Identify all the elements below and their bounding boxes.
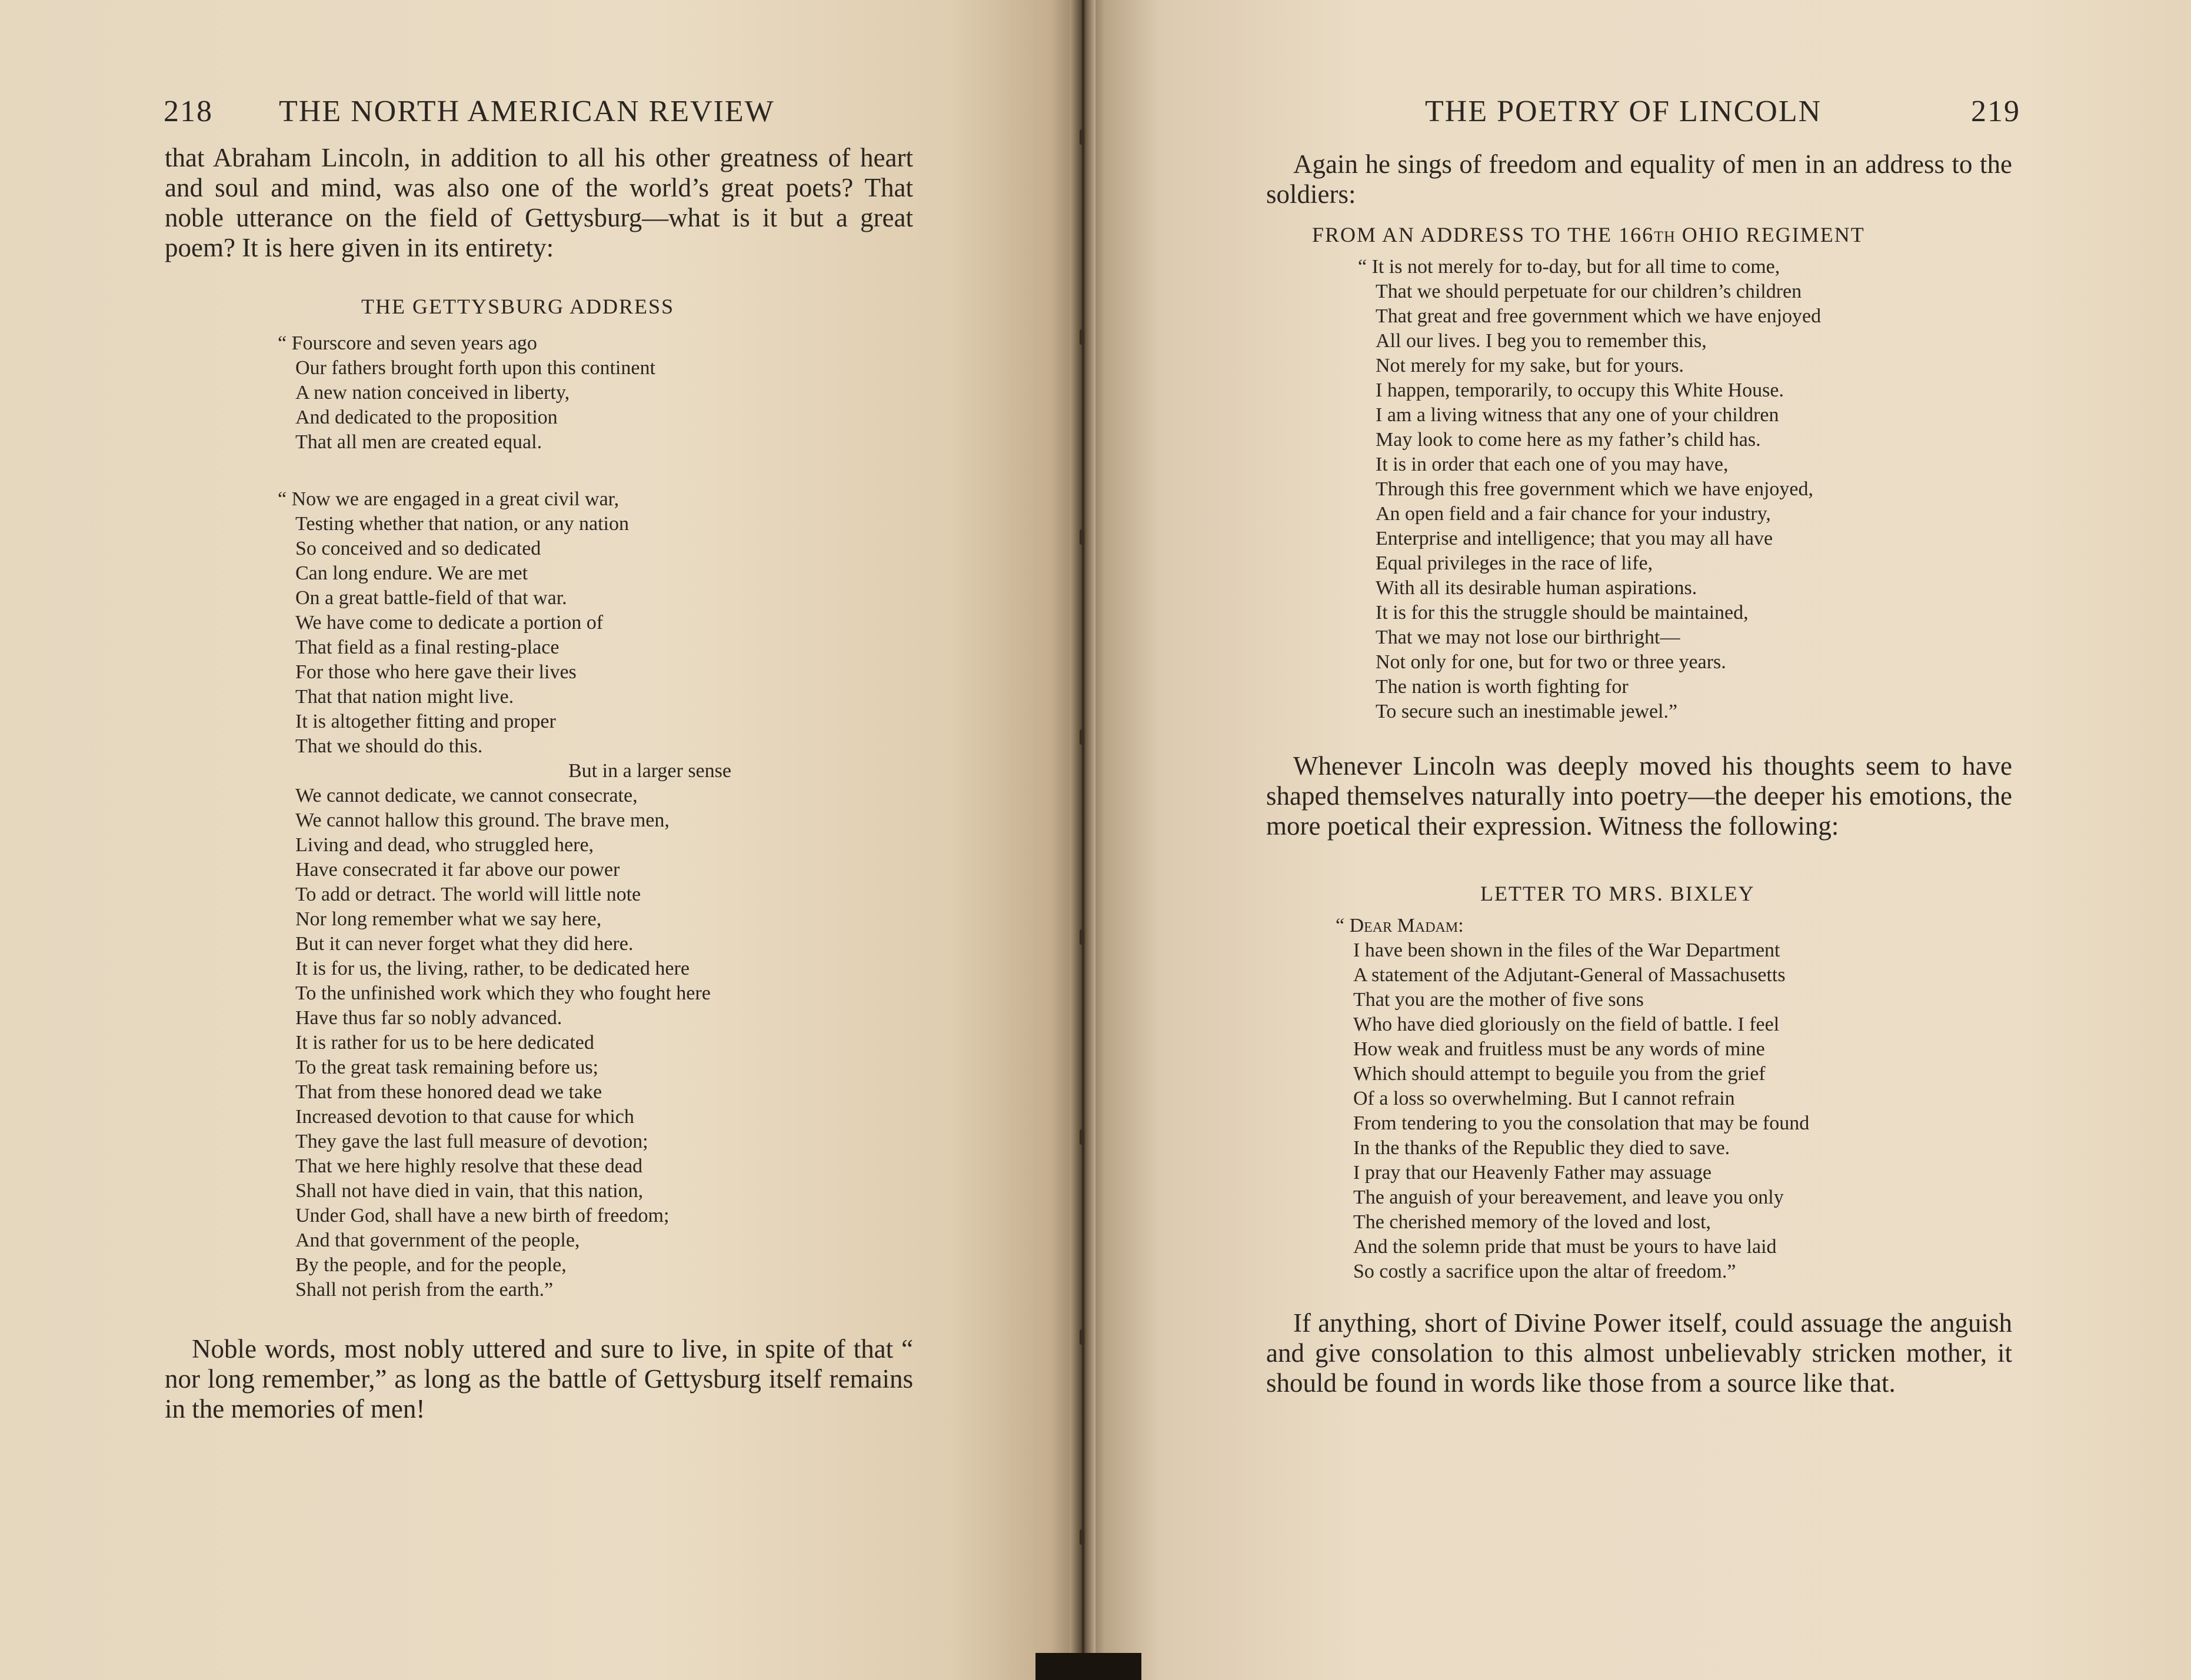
verse-line: Enterprise and intelligence; that you may all have <box>1376 528 1773 549</box>
verse-line: Not merely for my sake, but for yours. <box>1376 355 1684 376</box>
binding-stitch <box>1080 329 1084 345</box>
verse-line: “ It is not merely for to-day, but for all time to come, <box>1358 256 1780 278</box>
binding-stitch <box>1080 1529 1084 1545</box>
verse-line: From tendering to you the consolation that may be found <box>1353 1112 1810 1134</box>
right-middle-text: Whenever Lincoln was deeply moved his thoughts seem to have shaped themselves naturally into poetry—the deeper his emotions, the more poetical their expression. Witness the following: <box>1266 751 2012 841</box>
verse-line: They gave the last full measure of devotion; <box>295 1131 648 1152</box>
verse-line: The anguish of your bereavement, and leave you only <box>1353 1186 1784 1208</box>
verse-line: That that nation might live. <box>295 686 514 708</box>
verse-line: Who have died gloriously on the field of battle. I feel <box>1353 1014 1780 1035</box>
verse-line: But it can never forget what they did here. <box>295 933 634 955</box>
ohio-address-verse <box>1358 255 1821 724</box>
left-intro-paragraph <box>165 143 913 263</box>
verse-line: It is for this the struggle should be maintained, <box>1376 602 1749 624</box>
letter-salutation: “ Dear Madam: <box>1336 915 1464 936</box>
binding-stitch <box>1080 529 1084 545</box>
verse-line: But in a larger sense <box>568 760 731 782</box>
verse-line: I am a living witness that any one of your children <box>1376 404 1779 426</box>
verse-line: For those who here gave their lives <box>295 661 577 683</box>
binding-stitch <box>1080 129 1084 145</box>
verse-line: To add or detract. The world will little note <box>295 884 641 905</box>
verse-line: A new nation conceived in liberty, <box>295 382 570 404</box>
verse-line: We cannot hallow this ground. The brave men, <box>295 809 670 831</box>
verse-line: I have been shown in the files of the War Department <box>1353 939 1780 961</box>
verse-line: Equal privileges in the race of life, <box>1376 552 1653 574</box>
left-running-head: THE NORTH AMERICAN REVIEW <box>279 95 775 128</box>
gettysburg-stanza-1 <box>278 331 655 455</box>
book-gutter <box>1070 0 1096 1680</box>
verse-line: Under God, shall have a new birth of freedom; <box>295 1205 670 1226</box>
verse-line: How weak and fruitless must be any words of mine <box>1353 1038 1765 1060</box>
verse-line: To secure such an inestimable jewel.” <box>1376 701 1678 722</box>
verse-line: An open field and a fair chance for your industry, <box>1376 503 1771 525</box>
verse-line: I happen, temporarily, to occupy this White House. <box>1376 379 1784 401</box>
left-page <box>0 0 1083 1680</box>
verse-line: Have consecrated it far above our power <box>295 859 620 881</box>
verse-line: Through this free government which we have enjoyed, <box>1376 478 1813 500</box>
verse-line: Shall not have died in vain, that this nation, <box>295 1180 644 1202</box>
gettysburg-stanza-2 <box>278 487 731 1302</box>
verse-line: We cannot dedicate, we cannot consecrate, <box>295 785 638 806</box>
verse-line: Our fathers brought forth upon this continent <box>295 357 655 379</box>
verse-line: Not only for one, but for two or three years. <box>1376 651 1726 673</box>
binding-stitch <box>1080 929 1084 945</box>
left-closing-paragraph <box>165 1334 913 1424</box>
verse-line: So conceived and so dedicated <box>295 538 541 559</box>
verse-line: So costly a sacrifice upon the altar of freedom.” <box>1353 1261 1736 1282</box>
verse-line: Of a loss so overwhelming. But I cannot refrain <box>1353 1088 1735 1109</box>
verse-line: That from these honored dead we take <box>295 1081 602 1103</box>
binding-stitch <box>1080 729 1084 745</box>
verse-line: The nation is worth fighting for <box>1376 676 1629 698</box>
verse-line: Can long endure. We are met <box>295 562 528 584</box>
right-page <box>1083 0 2191 1680</box>
verse-line: That all men are created equal. <box>295 431 542 453</box>
binding-stitch <box>1080 1329 1084 1345</box>
verse-line: We have come to dedicate a portion of <box>295 612 604 634</box>
verse-line: To the great task remaining before us; <box>295 1056 598 1078</box>
left-closing-text: Noble words, most nobly uttered and sure to live, in spite of that “ nor long remember,” as long as the battle of Gettysburg itself remains in the memories of men! <box>165 1334 913 1424</box>
left-page-number: 218 <box>164 95 213 128</box>
verse-line: And the solemn pride that must be yours to have laid <box>1353 1236 1777 1258</box>
verse-line: That field as a final resting-place <box>295 636 560 658</box>
right-intro-text: Again he sings of freedom and equality of men in an address to the soldiers: <box>1266 149 2012 209</box>
verse-line: And dedicated to the proposition <box>295 406 558 428</box>
verse-line: On a great battle-field of that war. <box>295 587 567 609</box>
verse-line: That we should perpetuate for our children’s children <box>1376 281 1802 302</box>
right-closing-paragraph <box>1266 1308 2012 1398</box>
verse-line: Increased devotion to that cause for which <box>295 1106 634 1128</box>
verse-line: Living and dead, who struggled here, <box>295 834 594 856</box>
left-intro-text: that Abraham Lincoln, in addition to all his other greatness of heart and soul and mind, was also one of the world’s great poets? That noble utterance on the field of Gettysburg—what is it but a great poem? It is here given in its entirety: <box>165 143 913 262</box>
bixley-letter-title: LETTER TO MRS. BIXLEY <box>1480 882 1755 905</box>
verse-line: “ Fourscore and seven years ago <box>278 332 537 354</box>
verse-line: Have thus far so nobly advanced. <box>295 1007 562 1029</box>
verse-line: Nor long remember what we say here, <box>295 908 602 930</box>
verse-line: By the people, and for the people, <box>295 1254 567 1276</box>
verse-line: It is altogether fitting and proper <box>295 711 556 732</box>
verse-line: I pray that our Heavenly Father may assuage <box>1353 1162 1711 1184</box>
right-closing-text: If anything, short of Divine Power itself, could assuage the anguish and give consolation to this almost unbelievably stricken mother, it should be found in words like those from a source like that. <box>1266 1308 2012 1398</box>
verse-line: It is in order that each one of you may have, <box>1376 454 1729 475</box>
verse-line: Testing whether that nation, or any nation <box>295 513 629 535</box>
book-bottom-edge <box>1035 1653 1141 1680</box>
verse-line: That we may not lose our birthright— <box>1376 626 1680 648</box>
verse-line: To the unfinished work which they who fought here <box>295 982 711 1004</box>
gettysburg-title: THE GETTYSBURG ADDRESS <box>361 295 675 318</box>
verse-line: The cherished memory of the loved and lost, <box>1353 1211 1711 1233</box>
verse-line: And that government of the people, <box>295 1229 580 1251</box>
right-intro-paragraph <box>1266 149 2012 209</box>
ohio-title-part-b: OHIO REGIMENT <box>1675 223 1865 246</box>
verse-line: May look to come here as my father’s child has. <box>1376 429 1761 451</box>
verse-line: Shall not perish from the earth.” <box>295 1279 554 1301</box>
verse-line: It is rather for us to be here dedicated <box>295 1032 594 1054</box>
verse-line: A statement of the Adjutant-General of Massachusetts <box>1353 964 1786 986</box>
verse-line: That you are the mother of five sons <box>1353 989 1644 1011</box>
right-page-number: 219 <box>1971 95 2020 128</box>
ohio-title-part-a: FROM AN ADDRESS TO THE 166 <box>1312 223 1654 246</box>
right-running-head: THE POETRY OF LINCOLN <box>1425 95 1822 128</box>
verse-line: That we here highly resolve that these dead <box>295 1155 643 1177</box>
verse-line: In the thanks of the Republic they died to save. <box>1353 1137 1730 1159</box>
ohio-title-superscript: TH <box>1654 228 1676 245</box>
bixley-letter-verse <box>1336 914 1809 1284</box>
verse-line: All our lives. I beg you to remember this, <box>1376 330 1707 352</box>
verse-line: That great and free government which we have enjoyed <box>1376 305 1822 327</box>
verse-line: Which should attempt to beguile you from the grief <box>1353 1063 1766 1085</box>
verse-line: It is for us, the living, rather, to be dedicated here <box>295 958 690 979</box>
right-middle-paragraph <box>1266 751 2012 841</box>
verse-line: “ Now we are engaged in a great civil war, <box>278 488 620 510</box>
verse-line: That we should do this. <box>295 735 483 757</box>
verse-line: With all its desirable human aspirations. <box>1376 577 1697 599</box>
ohio-address-title <box>1312 222 1865 247</box>
binding-stitch <box>1080 1129 1084 1145</box>
